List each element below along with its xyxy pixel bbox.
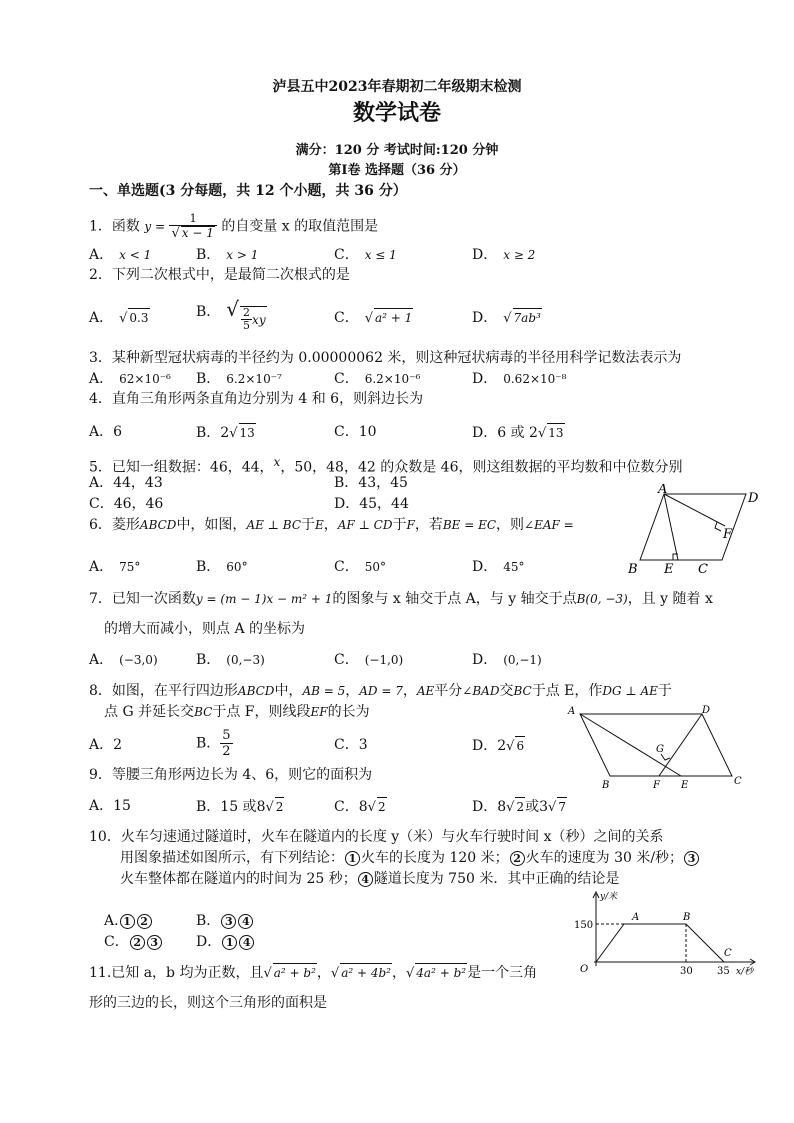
q5-option-a[interactable]: A．44，43 xyxy=(89,475,163,491)
q6-option-d[interactable]: D． 45° xyxy=(472,559,525,575)
q9-option-b[interactable]: B．15 或8√ 2 xyxy=(196,799,284,815)
q8-option-a[interactable]: A．2 xyxy=(89,737,123,753)
x-tick-35: 35 xyxy=(717,966,730,977)
label-a: A xyxy=(568,706,576,717)
y-axis-label: y/米 xyxy=(600,892,618,902)
label-g: G xyxy=(656,744,664,755)
volume-title: 第Ⅰ卷 选择题（36 分） xyxy=(328,163,466,178)
q7-option-b[interactable]: B． (0,−3) xyxy=(196,652,265,668)
q10-option-a[interactable]: A. 1 2 xyxy=(104,912,153,930)
section-title: 一、单选题(3 分每题，共 12 个小题，共 36 分） xyxy=(89,183,407,199)
question-5: 5．已知一组数据：46，44，$^x$，50，48，42 的众数是 46，则这组数据的平均数和中位数分别 xyxy=(89,455,683,476)
subject-title: 数学试卷 xyxy=(352,100,441,126)
q3-option-a[interactable]: A． 62×10⁻⁶ xyxy=(89,371,171,387)
segment-af xyxy=(664,494,725,526)
label-d: D xyxy=(702,705,711,716)
q8-option-b[interactable]: B． $\frac{5}{2}$ xyxy=(196,728,231,759)
q10-option-c[interactable]: C． 2 3 xyxy=(104,933,163,951)
question-11: 11.已知 a，b 均为正数，且√ a² + b²，√ a² + 4b²，√ 4a² + b²是一个三角 xyxy=(89,965,538,981)
x-tick-30: 30 xyxy=(680,966,693,977)
label-f: F xyxy=(653,780,660,791)
question-4: 4．直角三角形两条直角边分别为 4 和 6，则斜边长为 xyxy=(89,391,424,407)
label-e: E xyxy=(681,780,689,791)
y-tick-150: 150 xyxy=(574,920,594,931)
label-e: E xyxy=(664,562,674,576)
question-10-line2: 用图象描述如图所示，有下列结论： 1 火车的长度为 120 米； 2 火车的速度为 30 米/秒； 3 xyxy=(120,849,700,867)
q5-option-c[interactable]: C．46，46 xyxy=(89,496,164,512)
q8-parallelogram-figure xyxy=(560,700,760,796)
score-time-line: 满分：120 分 考试时间:120 分钟 xyxy=(295,143,499,158)
graph-line xyxy=(596,924,724,962)
question-3: 3．某种新型冠状病毒的半径约为 0.00000062 米，则这种冠状病毒的半径用科学记数法表示为 xyxy=(89,350,682,366)
origin-label: O xyxy=(580,964,589,975)
q3-option-c[interactable]: C． 6.2×10⁻⁶ xyxy=(334,371,421,387)
q3-option-d[interactable]: D． 0.62×10⁻⁸ xyxy=(472,371,567,387)
q4-option-c[interactable]: C．10 xyxy=(334,424,377,440)
q9-option-d[interactable]: D．8√ 2或3√ 7 xyxy=(472,799,566,815)
school-exam-line: 泸县五中2023年春期初二年级期末检测 xyxy=(272,79,522,95)
x-axis-label: x/秒 xyxy=(736,967,754,977)
label-a: A xyxy=(658,484,668,497)
q1-option-b[interactable]: B． x > 1 xyxy=(196,247,259,263)
q10-option-d[interactable]: D． 1 4 xyxy=(196,933,255,951)
q6-option-c[interactable]: C． 50° xyxy=(334,559,386,575)
q7-option-c[interactable]: C． (−1,0) xyxy=(334,652,404,668)
label-c: C xyxy=(734,776,742,787)
label-f: F xyxy=(723,527,733,542)
label-b: B xyxy=(602,780,610,791)
point-b-label: B xyxy=(683,912,691,923)
question-7-line2: 的增大而减小，则点 A 的坐标为 xyxy=(104,621,306,637)
question-9: 9．等腰三角形两边长为 4、6，则它的面积为 xyxy=(89,767,373,783)
question-1: 1．函数 y = $\frac{1}{√ x - 1}$ 的自变量 x 的取值范围是 xyxy=(89,212,379,241)
q1-fraction: $\frac{1}{√ x - 1}$ xyxy=(169,213,216,240)
q8-option-d[interactable]: D．2√ 6 xyxy=(472,738,525,754)
q1-option-c[interactable]: C． x ≤ 1 xyxy=(334,247,397,263)
q1-option-d[interactable]: D． x ≥ 2 xyxy=(472,247,536,263)
label-c: C xyxy=(698,562,708,576)
q5-option-b[interactable]: B．43，45 xyxy=(334,475,408,491)
question-7: 7．已知一次函数y = (m − 1)x − m² + 1的图象与 x 轴交于点 A，与 y 轴交于点B(0, −3)，且 y 随着 x xyxy=(89,591,713,607)
q1-lhs: y = xyxy=(144,219,166,234)
question-8: 8．如图，在平行四边形ABCD中，AB = 5，AD = 7，AE平分∠BAD交BC于点 E，作DG ⊥ AE于 xyxy=(89,683,672,699)
q2-option-d[interactable]: D． √ 7ab³ xyxy=(472,310,541,326)
q7-option-a[interactable]: A． (−3,0) xyxy=(89,652,158,668)
q10-graph-figure xyxy=(566,886,766,978)
q6-rhombus-figure xyxy=(620,484,770,576)
q10-option-b[interactable]: B． 3 4 xyxy=(196,912,254,930)
q8-option-c[interactable]: C．3 xyxy=(334,737,368,753)
q6-option-b[interactable]: B． 60° xyxy=(196,559,248,575)
question-11-line2: 形的三边的长，则这个三角形的面积是 xyxy=(89,995,327,1011)
point-a-label: A xyxy=(632,912,640,923)
q2-option-a[interactable]: A． √ 0.3 xyxy=(89,310,149,326)
segment-df xyxy=(659,714,702,776)
q9-option-c[interactable]: C．8√ 2 xyxy=(334,799,386,815)
point-c-label: C xyxy=(724,948,732,959)
q4-option-b[interactable]: B．2√ 13 xyxy=(196,425,255,441)
q3-option-b[interactable]: B． 6.2×10⁻⁷ xyxy=(196,371,282,387)
label-d: D xyxy=(748,491,759,506)
q9-option-a[interactable]: A．15 xyxy=(89,798,131,814)
question-10-line3: 火车整体都在隧道内的时间为 25 秒； 4 隧道长度为 750 米．其中正确的结论是 xyxy=(120,871,620,887)
q1-option-a[interactable]: A． x < 1 xyxy=(89,247,152,263)
q7-option-d[interactable]: D． (0,−1) xyxy=(472,652,542,668)
q4-option-d[interactable]: D．6 或 2√ 13 xyxy=(472,425,564,441)
q2-option-c[interactable]: C． √ a² + 1 xyxy=(334,310,413,326)
segment-ae xyxy=(664,494,678,560)
question-10: 10．火车匀速通过隧道时，火车在隧道内的长度 y（米）与火车行驶时间 x（秒）之间的关系 xyxy=(89,829,664,845)
q5-option-d[interactable]: D．45，44 xyxy=(334,496,409,512)
q2-option-b[interactable]: B． √ $\frac{2}{5}$ xy xyxy=(196,297,266,332)
q4-option-a[interactable]: A．6 xyxy=(89,424,123,440)
question-6: 6．菱形ABCD中，如图，AE ⊥ BC于E，AF ⊥ CD于F，若BE = EC，则∠EAF = xyxy=(89,517,574,533)
question-8-line2: 点 G 并延长交BC于点 F，则线段EF的长为 xyxy=(104,704,370,720)
question-2: 2．下列二次根式中，是最简二次根式的是 xyxy=(89,267,350,283)
q6-option-a[interactable]: A． 75° xyxy=(89,559,141,575)
label-b: B xyxy=(628,562,638,576)
